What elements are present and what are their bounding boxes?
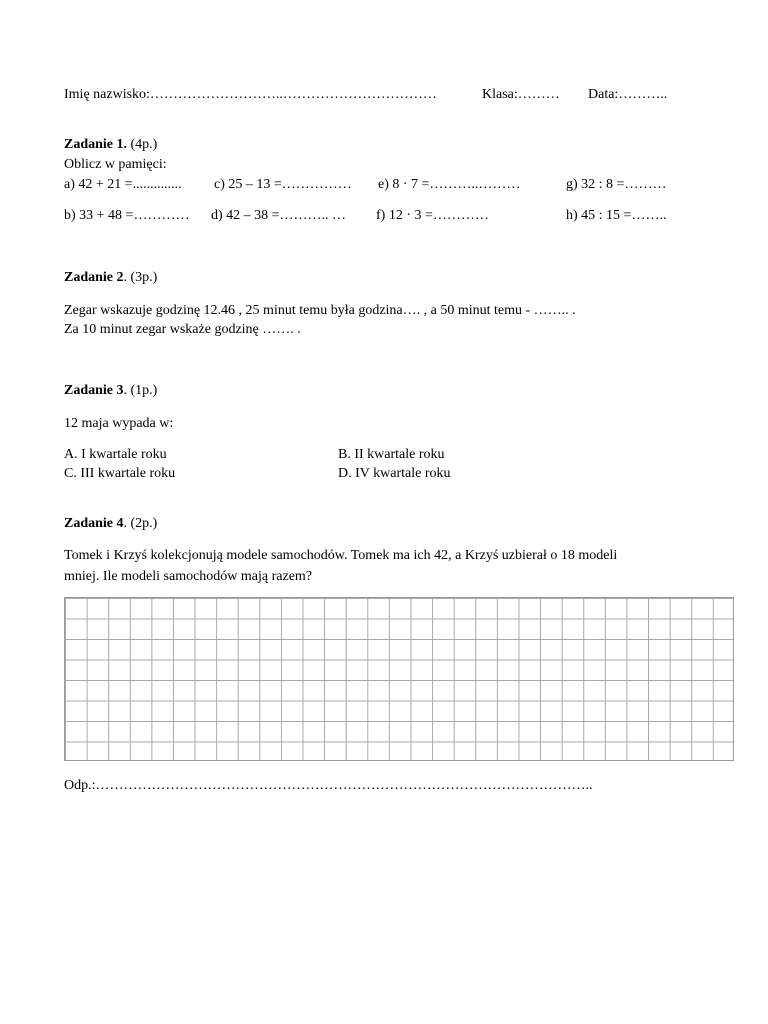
task4-heading — [64, 515, 157, 533]
task1-item-g: g) 32 : 8 =……… — [566, 177, 667, 192]
task1-instruction: Oblicz w pamięci: — [64, 157, 167, 172]
task3-points: . (1p.) — [123, 383, 158, 398]
task2-line1: Zegar wskazuje godzinę 12.46 , 25 minut temu była godzina…. , a 50 minut temu - …….. . — [64, 303, 576, 318]
task2-line2: Za 10 minut zegar wskaże godzinę ……. . — [64, 322, 301, 337]
task1-item-f: f) 12 · 3 =………… — [376, 208, 489, 223]
task1-points: (4p.) — [130, 137, 158, 152]
answer-grid[interactable] — [64, 597, 734, 761]
task1-item-e: e) 8 · 7 =………..……… — [378, 177, 521, 192]
task1-heading — [64, 136, 157, 154]
task3-option-b[interactable]: B. II kwartale roku — [338, 447, 445, 462]
task1-item-a: a) 42 + 21 =.............. — [64, 177, 182, 192]
task1-item-d: d) 42 – 38 =……….. … — [211, 208, 347, 223]
name-field[interactable]: Imię nazwisko:………………………..…………………………… — [64, 87, 437, 102]
task4-line2: mniej. Ile modeli samochodów mają razem? — [64, 569, 313, 584]
task2-points: . (3p.) — [123, 270, 158, 285]
task4-points: . (2p.) — [123, 516, 158, 531]
task3-question: 12 maja wypada w: — [64, 416, 174, 431]
task3-option-d[interactable]: D. IV kwartale roku — [338, 466, 451, 481]
task1-item-c: c) 25 – 13 =…………… — [214, 177, 352, 192]
task2-title: Zadanie 2 — [64, 270, 124, 285]
task3-option-c[interactable]: C. III kwartale roku — [64, 466, 176, 481]
date-field[interactable]: Data:……….. — [588, 87, 668, 102]
task3-heading — [64, 382, 157, 400]
task4-answer-line[interactable]: Odp.:…………………………………………………………………………………………….. — [64, 778, 593, 793]
task3-option-a[interactable]: A. I kwartale roku — [64, 447, 167, 462]
task4-title: Zadanie 4 — [64, 516, 124, 531]
task2-heading — [64, 269, 157, 287]
task4-line1: Tomek i Krzyś kolekcjonują modele samochodów. Tomek ma ich 42, a Krzyś uzbierał o 18 modeli — [64, 548, 618, 563]
task1-title: Zadanie 1. — [64, 137, 128, 152]
class-field[interactable]: Klasa:……… — [482, 87, 560, 102]
task3-title: Zadanie 3 — [64, 383, 124, 398]
task1-item-b: b) 33 + 48 =………… — [64, 208, 190, 223]
task1-item-h: h) 45 : 15 =…….. — [566, 208, 667, 223]
